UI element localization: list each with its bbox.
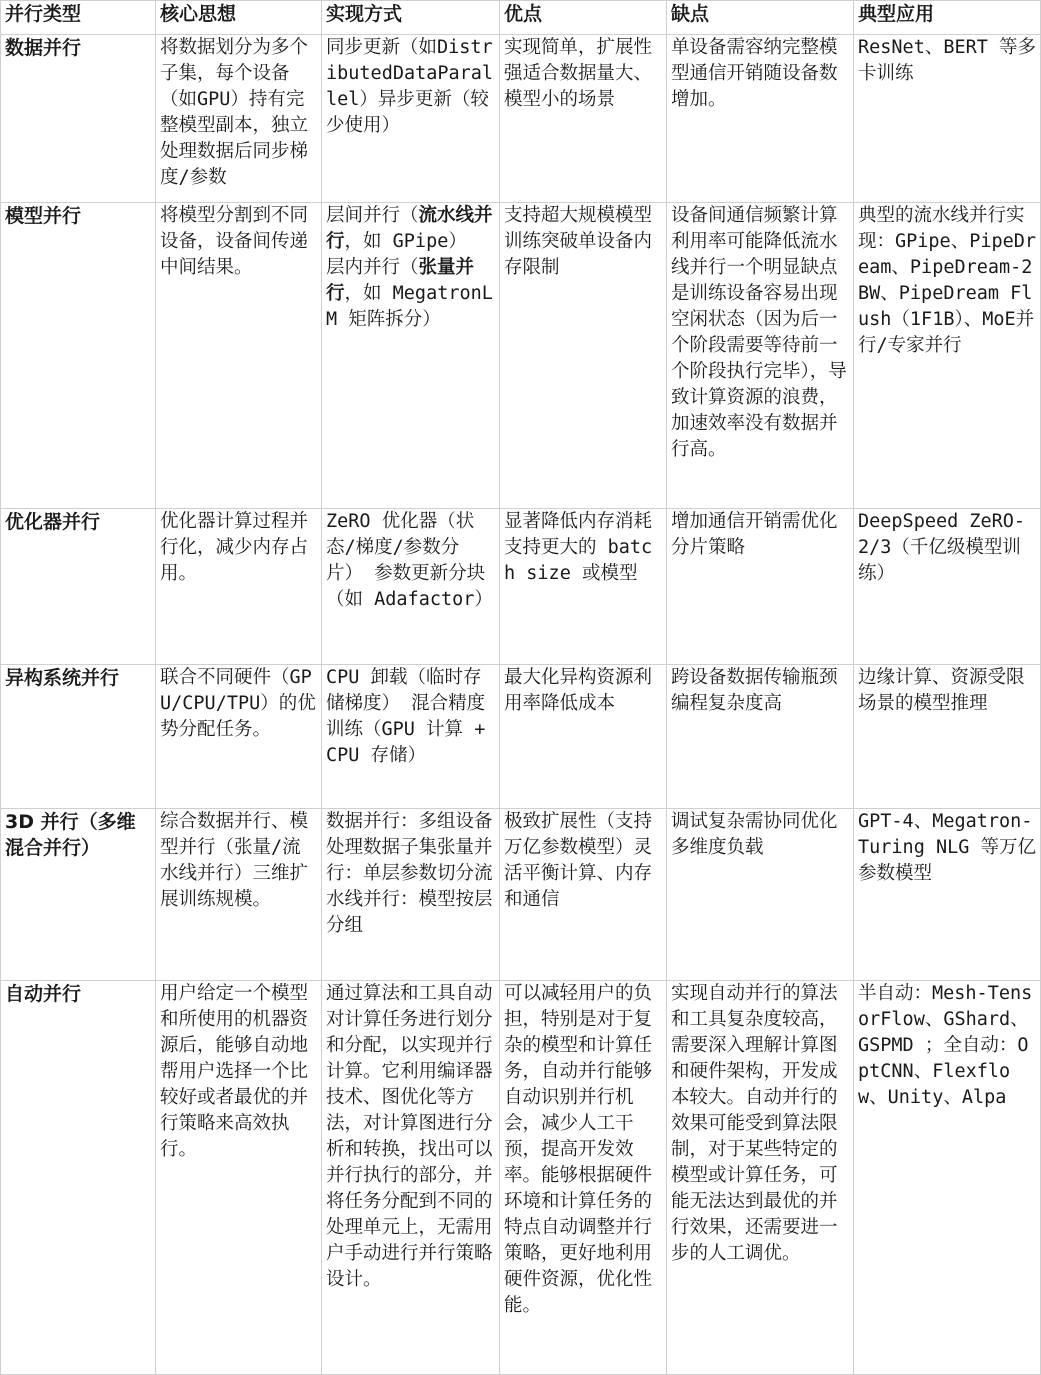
method-text-2: ，如 GPipe） 层内并行（ (326, 231, 467, 278)
row-cons-cell: 调试复杂需协同优化多维度负载 (667, 809, 854, 981)
row-idea-text: 将数据划分为多个子集，每个设备（如GPU）持有完整模型副本，独立处理数据后同步梯度/参数 (160, 37, 309, 188)
header-method: 实现方式 (322, 1, 500, 35)
method-emphasis-pipeline: 流水线并行 (326, 205, 493, 252)
row-cons-cell: 实现自动并行的算法和工具复杂度较高，需要深入理解计算图和硬件架构，开发成本较大。自动并行的效果可能受到算法限制，对于某些特定的模型或计算任务，可能无法达到最优的并行效果，还需要进一步的人工调优。 (667, 981, 854, 1375)
row-idea-cell: 联合不同硬件（GPU/CPU/TPU）的优势分配任务。 (156, 665, 322, 809)
row-apps-cell: DeepSpeed ZeRO-2/3（千亿级模型训练） (854, 509, 1041, 665)
row-method-cell: ZeRO 优化器（状态/梯度/参数分片） 参数更新分块（如 Adafactor） (322, 509, 500, 665)
row-idea-cell: 综合数据并行、模型并行（张量/流水线并行）三维扩展训练规模。 (156, 809, 322, 981)
row-method-cell (322, 203, 500, 509)
header-cons: 缺点 (667, 1, 854, 35)
header-pros: 优点 (500, 1, 667, 35)
row-apps-cell: 半自动：Mesh-TensorFlow、GShard、GSPMD ；全自动：OptCNN、Flexflow、Unity、Alpa (854, 981, 1041, 1375)
table-row (1, 509, 1041, 665)
row-type-cell: 优化器并行 (1, 509, 156, 665)
row-idea-cell (156, 35, 322, 203)
table-row (1, 203, 1041, 509)
header-idea: 核心思想 (156, 1, 322, 35)
row-apps-cell: GPT-4、Megatron-Turing NLG 等万亿参数模型 (854, 809, 1041, 981)
row-pros-cell: 实现简单，扩展性强适合数据量大、模型小的场景 (500, 35, 667, 203)
row-pros-cell: 最大化异构资源利用率降低成本 (500, 665, 667, 809)
row-cons-cell: 增加通信开销需优化分片策略 (667, 509, 854, 665)
row-idea-cell: 将模型分割到不同设备，设备间传递中间结果。 (156, 203, 322, 509)
row-cons-cell: 跨设备数据传输瓶颈编程复杂度高 (667, 665, 854, 809)
row-idea-cell: 用户给定一个模型和所使用的机器资源后，能够自动地帮用户选择一个比较好或者最优的并行策略来高效执行。 (156, 981, 322, 1375)
row-cons-cell: 单设备需容纳完整模型通信开销随设备数增加。 (667, 35, 854, 203)
row-idea-cell: 优化器计算过程并行化，减少内存占用。 (156, 509, 322, 665)
table-row (1, 35, 1041, 203)
header-type: 并行类型 (1, 1, 156, 35)
row-pros-cell: 极致扩展性（支持万亿参数模型）灵活平衡计算、内存和通信 (500, 809, 667, 981)
row-cons-cell: 设备间通信频繁计算利用率可能降低流水线并行一个明显缺点是训练设备容易出现空闲状态（因为后一个阶段需要等待前一个阶段执行完毕），导致计算资源的浪费，加速效率没有数据并行高。 (667, 203, 854, 509)
table-row (1, 981, 1041, 1375)
method-emphasis-tensor: 张量并行 (326, 257, 475, 304)
row-method-cell: 数据并行：多组设备处理数据子集张量并行：单层参数切分流水线并行：模型按层分组 (322, 809, 500, 981)
table-row (1, 809, 1041, 981)
row-method-cell: CPU 卸载（临时存储梯度） 混合精度训练（GPU 计算 + CPU 存储） (322, 665, 500, 809)
row-type-cell: 异构系统并行 (1, 665, 156, 809)
header-apps: 典型应用 (854, 1, 1041, 35)
method-text-1: 层间并行（ (326, 205, 419, 226)
row-type-cell: 数据并行 (1, 35, 156, 203)
row-pros-cell: 支持超大规模模型训练突破单设备内存限制 (500, 203, 667, 509)
row-apps-cell: ResNet、BERT 等多卡训练 (854, 35, 1041, 203)
row-method-cell: 通过算法和工具自动对计算任务进行划分和分配，以实现并行计算。它利用编译器技术、图优化等方法，对计算图进行分析和转换，找出可以并行执行的部分，并将任务分配到不同的处理单元上，无需用户手动进行并行策略设计。 (322, 981, 500, 1375)
row-type-cell: 模型并行 (1, 203, 156, 509)
method-text-3: ，如 MegatronLM 矩阵拆分） (326, 283, 493, 330)
row-apps-cell: 边缘计算、资源受限场景的模型推理 (854, 665, 1041, 809)
row-type-cell: 自动并行 (1, 981, 156, 1375)
row-apps-cell: 典型的流水线并行实现：GPipe、PipeDream、PipeDream-2BW、PipeDream Flush（1F1B）、MoE并行/专家并行 (854, 203, 1041, 509)
row-pros-cell: 显著降低内存消耗支持更大的 batch size 或模型 (500, 509, 667, 665)
row-method-cell: 同步更新（如DistributedDataParallel）异步更新（较少使用） (322, 35, 500, 203)
table-row (1, 665, 1041, 809)
row-pros-cell: 可以减轻用户的负担，特别是对于复杂的模型和计算任务，自动并行能够自动识别并行机会，减少人工干预，提高开发效率。能够根据硬件环境和计算任务的特点自动调整并行策略，更好地利用硬件资源，优化性能。 (500, 981, 667, 1375)
header-row (1, 1, 1041, 35)
row-type-cell: 3D 并行（多维混合并行） (1, 809, 156, 981)
